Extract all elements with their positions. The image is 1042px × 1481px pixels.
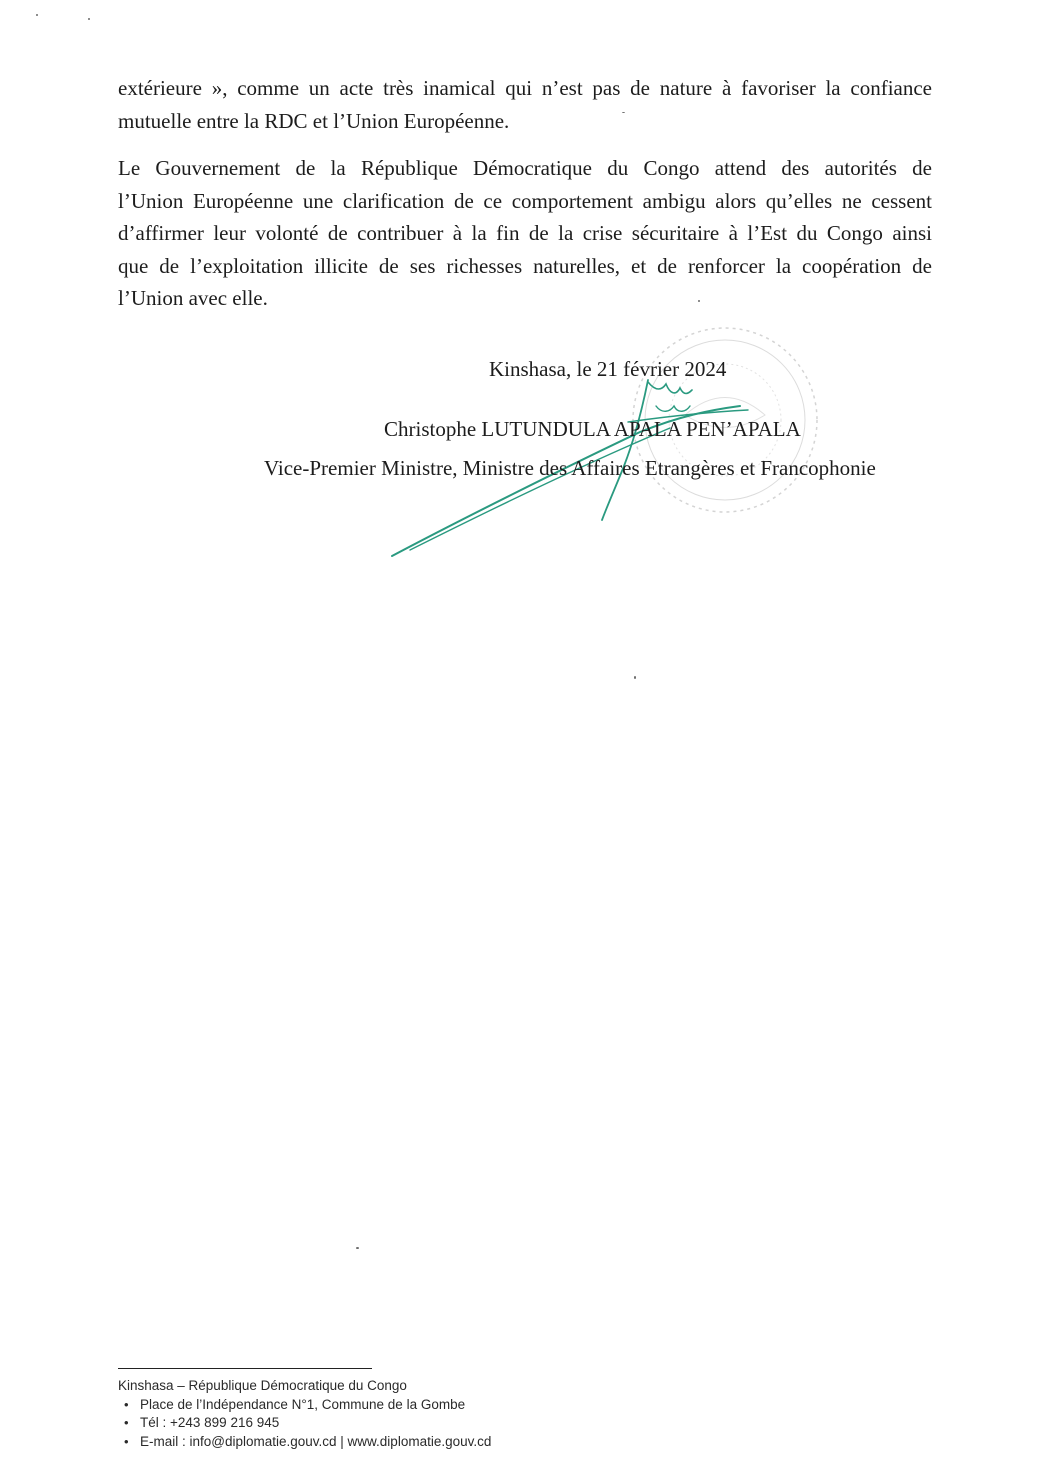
footer-divider <box>118 1368 372 1369</box>
scan-speck <box>622 112 625 113</box>
scan-speck <box>36 14 38 16</box>
footer-location: Kinshasa – République Démocratique du Congo <box>118 1378 407 1393</box>
paragraph-line: l’Union avec elle. <box>118 286 268 310</box>
footer-email-website: • E-mail : info@diplomatie.gouv.cd | www.diplomatie.gouv.cd <box>140 1433 491 1452</box>
signatory-name: Christophe LUTUNDULA APALA PEN’APALA <box>384 417 801 441</box>
paragraph-line: d’affirmer leur volonté de contribuer à la fin de la crise sécuritaire à l’Est du Congo ainsi <box>118 221 932 245</box>
paragraph-line: Le Gouvernement de la République Démocratique du Congo attend des autorités de <box>118 156 932 180</box>
paragraph-line: que de l’exploitation illicite de ses richesses naturelles, et de renforcer la coopération de <box>118 253 932 278</box>
paragraph-line: l’Union Européenne une clarification de ce comportement ambigu alors qu’elles ne cessent <box>118 188 932 213</box>
signatory-title: Vice-Premier Ministre, Ministre des Affaires Etrangères et Francophonie <box>264 456 876 480</box>
footer-phone: • Tél : +243 899 216 945 <box>140 1414 491 1433</box>
date-place: Kinshasa, le 21 février 2024 <box>489 357 727 381</box>
letter-paragraph-2 <box>118 152 932 315</box>
scan-speck <box>88 18 90 20</box>
paragraph-line: extérieure », comme un acte très inamical qui n’est pas de nature à favoriser la confiance <box>118 76 932 100</box>
footer-contact-list <box>118 1396 491 1452</box>
paragraph-line: mutuelle entre la RDC et l’Union Européenne. <box>118 108 510 133</box>
scan-speck <box>698 300 700 302</box>
letterhead-footer <box>118 1377 491 1451</box>
letter-paragraph-1 <box>118 72 932 137</box>
scan-speck <box>356 1247 359 1249</box>
scan-speck <box>634 676 636 679</box>
footer-address: • Place de l’Indépendance N°1, Commune de la Gombe <box>140 1396 491 1415</box>
